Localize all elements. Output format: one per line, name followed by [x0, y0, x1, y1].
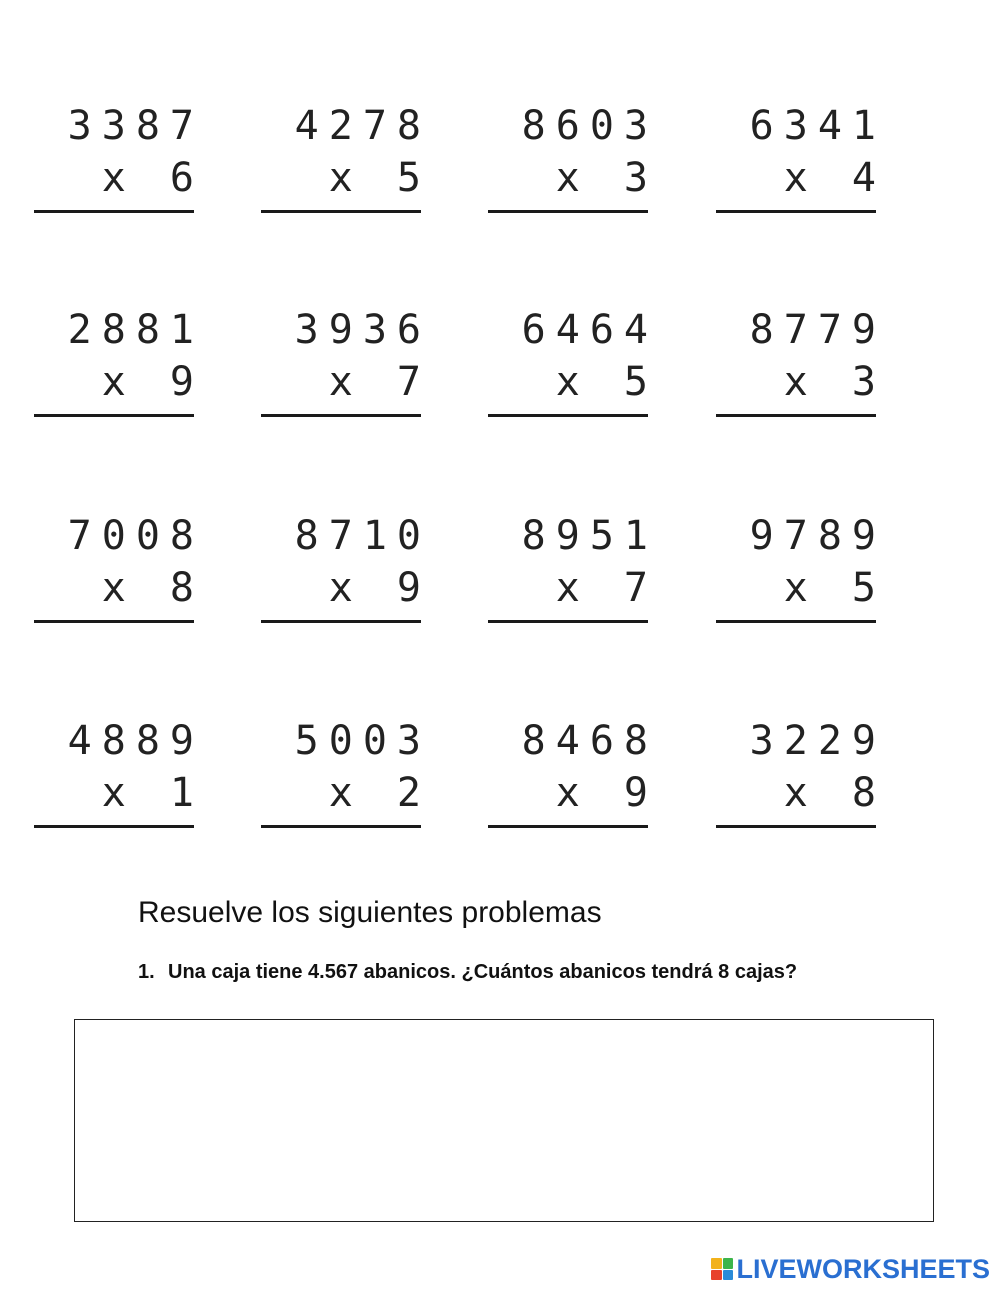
multiplication-problem: [34, 306, 204, 431]
multiplier: x 8: [783, 770, 886, 816]
multiplier: x 9: [328, 565, 431, 611]
multiplier: x 9: [101, 359, 204, 405]
multiplication-problem: [261, 512, 431, 637]
answer-line[interactable]: [488, 414, 648, 417]
multiplicand: 9789: [749, 513, 886, 559]
answer-line[interactable]: [488, 210, 648, 213]
answer-line[interactable]: [716, 620, 876, 623]
multiplier: x 5: [783, 565, 886, 611]
multiplicand: 8779: [749, 307, 886, 353]
multiplier: x 7: [555, 565, 658, 611]
answer-line[interactable]: [261, 825, 421, 828]
answer-box[interactable]: [74, 1019, 934, 1222]
multiplier: x 9: [555, 770, 658, 816]
multiplication-problem: [488, 717, 658, 842]
multiplication-problem: [261, 717, 431, 842]
answer-line[interactable]: [716, 210, 876, 213]
multiplicand: 4278: [294, 103, 431, 149]
answer-line[interactable]: [34, 414, 194, 417]
answer-line[interactable]: [488, 620, 648, 623]
multiplicand: 8603: [521, 103, 658, 149]
multiplicand: 8468: [521, 718, 658, 764]
word-problem: [138, 956, 858, 988]
answer-line[interactable]: [261, 620, 421, 623]
logo-square: [723, 1258, 734, 1269]
answer-line[interactable]: [716, 825, 876, 828]
multiplicand: 4889: [67, 718, 204, 764]
multiplicand: 8710: [294, 513, 431, 559]
multiplier: x 4: [783, 155, 886, 201]
answer-line[interactable]: [716, 414, 876, 417]
multiplier: x 7: [328, 359, 431, 405]
multiplier: x 3: [555, 155, 658, 201]
multiplication-problem: [488, 512, 658, 637]
multiplier: x 1: [101, 770, 204, 816]
multiplication-problem: [261, 306, 431, 431]
multiplication-problem: [34, 102, 204, 227]
multiplication-problem: [488, 306, 658, 431]
question-number: 1.: [138, 961, 155, 983]
multiplicand: 6464: [521, 307, 658, 353]
multiplicand: 8951: [521, 513, 658, 559]
multiplication-problem: [716, 512, 886, 637]
liveworksheets-logo-icon: [711, 1258, 733, 1280]
multiplication-problem: [716, 306, 886, 431]
multiplication-problem: [488, 102, 658, 227]
answer-line[interactable]: [488, 825, 648, 828]
multiplication-problem: [34, 717, 204, 842]
multiplier: x 2: [328, 770, 431, 816]
multiplicand: 6341: [749, 103, 886, 149]
multiplier: x 8: [101, 565, 204, 611]
multiplication-problem: [261, 102, 431, 227]
multiplier: x 6: [101, 155, 204, 201]
multiplication-problem: [34, 512, 204, 637]
answer-line[interactable]: [34, 620, 194, 623]
multiplicand: 3936: [294, 307, 431, 353]
multiplier: x 3: [783, 359, 886, 405]
multiplier: x 5: [555, 359, 658, 405]
answer-line[interactable]: [261, 210, 421, 213]
section-title: Resuelve los siguientes problemas: [138, 896, 602, 929]
multiplication-problem: [716, 717, 886, 842]
brand-footer: [711, 1252, 990, 1286]
multiplicand: 5003: [294, 718, 431, 764]
answer-line[interactable]: [261, 414, 421, 417]
multiplication-problem: [716, 102, 886, 227]
brand-name: LIVEWORKSHEETS: [736, 1254, 990, 1284]
question-text: Una caja tiene 4.567 abanicos. ¿Cuántos abanicos tendrá 8 cajas?: [168, 961, 798, 983]
answer-line[interactable]: [34, 825, 194, 828]
answer-line[interactable]: [34, 210, 194, 213]
multiplicand: 7008: [67, 513, 204, 559]
multiplicand: 3387: [67, 103, 204, 149]
logo-square: [723, 1270, 734, 1281]
multiplicand: 3229: [749, 718, 886, 764]
logo-square: [711, 1258, 722, 1269]
multiplicand: 2881: [67, 307, 204, 353]
logo-square: [711, 1270, 722, 1281]
multiplier: x 5: [328, 155, 431, 201]
